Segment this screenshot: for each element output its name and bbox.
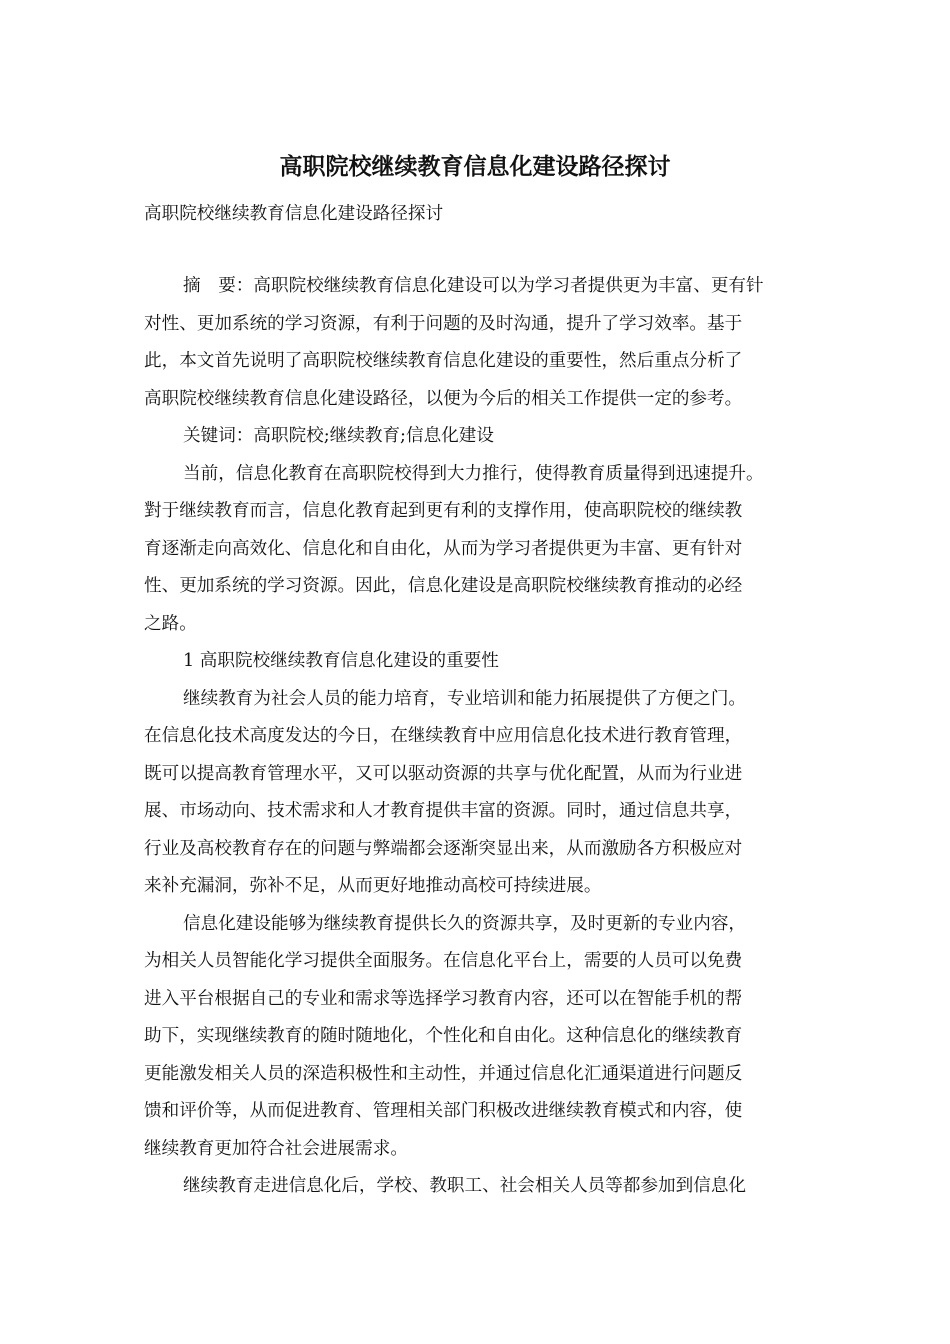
paragraph-line: 进入平台根据自己的专业和需求等选择学习教育内容，还可以在智能手机的帮	[144, 989, 743, 1009]
paragraph-line: 信息化建设能够为继续教育提供长久的资源共享，及时更新的专业内容，	[183, 914, 747, 934]
abstract-line: 此，本文首先说明了高职院校继续教育信息化建设的重要性，然后重点分析了	[144, 351, 743, 371]
paragraph-line: 继续教育为社会人员的能力培育，专业培训和能力拓展提供了方便之门。	[183, 689, 747, 709]
paragraph-line: 继续教育走进信息化后，学校、教职工、社会相关人员等都参加到信息化	[183, 1176, 747, 1196]
abstract-line: 对性、更加系统的学习资源，有利于问题的及时沟通，提升了学习效率。基于	[144, 314, 743, 334]
abstract-line: 高职院校继续教育信息化建设路径，以便为今后的相关工作提供一定的参考。	[144, 389, 743, 409]
paragraph-line: 为相关人员智能化学习提供全面服务。在信息化平台上，需要的人员可以免费	[144, 951, 743, 971]
abstract-line: 摘 要：高职院校继续教育信息化建设可以为学习者提供更为丰富、更有针	[183, 276, 764, 296]
document-subtitle: 高职院校继续教育信息化建设路径探讨	[144, 204, 444, 224]
paragraph-line: 行业及高校教育存在的问题与弊端都会逐渐突显出来，从而激励各方积极应对	[144, 839, 743, 859]
section-heading: 1 高职院校继续教育信息化建设的重要性	[183, 651, 499, 671]
paragraph-line: 来补充漏洞，弥补不足，从而更好地推动高校可持续进展。	[144, 876, 602, 896]
paragraph-line: 在信息化技术高度发达的今日，在继续教育中应用信息化技术进行教育管理，	[144, 726, 743, 746]
document-title: 高职院校继续教育信息化建设路径探讨	[279, 153, 671, 180]
paragraph-line: 馈和评价等，从而促进教育、管理相关部门积极改进继续教育模式和内容，使	[144, 1101, 743, 1121]
paragraph-line: 更能激发相关人员的深造积极性和主动性，并通过信息化汇通渠道进行问题反	[144, 1064, 743, 1084]
paragraph-line: 助下，实现继续教育的随时随地化，个性化和自由化。这种信息化的继续教育	[144, 1026, 743, 1046]
paragraph-line: 继续教育更加符合社会进展需求。	[144, 1139, 408, 1159]
paragraph-line: 對于继续教育而言，信息化教育起到更有利的支撑作用，使高职院校的继续教	[144, 501, 743, 521]
paragraph-line: 之路。	[144, 614, 197, 634]
paragraph-line: 性、更加系统的学习资源。因此，信息化建设是高职院校继续教育推动的必经	[144, 576, 743, 596]
paragraph-line: 当前，信息化教育在高职院校得到大力推行，使得教育质量得到迅速提升。	[183, 464, 764, 484]
paragraph-line: 展、市场动向、技术需求和人才教育提供丰富的资源。同时，通过信息共享，	[144, 801, 743, 821]
paragraph-line: 既可以提高教育管理水平，又可以驱动资源的共享与优化配置，从而为行业进	[144, 764, 743, 784]
paragraph-line: 育逐渐走向高效化、信息化和自由化，从而为学习者提供更为丰富、更有针对	[144, 539, 743, 559]
keywords-line: 关键词：高职院校;继续教育;信息化建设	[183, 426, 494, 446]
